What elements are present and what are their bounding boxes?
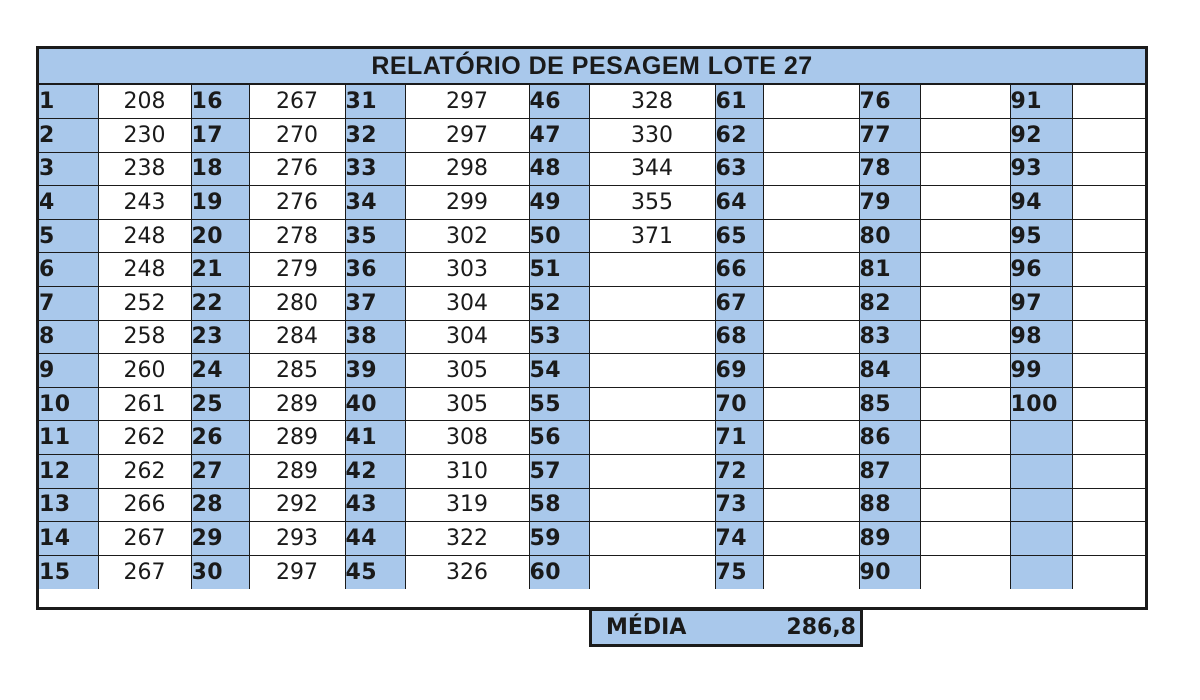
animal-number-cell: 12 — [39, 455, 98, 489]
table-row — [39, 219, 1145, 253]
weight-value-cell: 297 — [405, 119, 529, 153]
weight-value-cell: 260 — [98, 354, 191, 388]
animal-number-cell: 88 — [859, 488, 920, 522]
animal-number-cell: 68 — [715, 320, 763, 354]
weight-value-cell: 302 — [405, 219, 529, 253]
weight-value-cell: 267 — [249, 85, 345, 119]
animal-number-cell: 98 — [1010, 320, 1072, 354]
animal-number-cell: 97 — [1010, 287, 1072, 321]
weight-value-cell: 252 — [98, 287, 191, 321]
weight-value-cell: 344 — [589, 152, 715, 186]
animal-number-cell: 59 — [529, 522, 589, 556]
weight-value-cell — [1072, 219, 1145, 253]
table-row — [39, 488, 1145, 522]
weight-value-cell: 326 — [405, 555, 529, 589]
animal-number-cell: 64 — [715, 186, 763, 220]
animal-number-cell: 92 — [1010, 119, 1072, 153]
animal-number-cell: 14 — [39, 522, 98, 556]
animal-number-cell: 8 — [39, 320, 98, 354]
weight-value-cell — [1072, 522, 1145, 556]
animal-number-cell: 82 — [859, 287, 920, 321]
weight-value-cell — [1072, 320, 1145, 354]
weight-value-cell — [589, 455, 715, 489]
animal-number-cell: 9 — [39, 354, 98, 388]
animal-number-cell: 26 — [191, 421, 249, 455]
animal-number-cell: 18 — [191, 152, 249, 186]
weight-value-cell: 292 — [249, 488, 345, 522]
weight-value-cell — [920, 387, 1010, 421]
weight-value-cell: 330 — [589, 119, 715, 153]
weight-value-cell: 276 — [249, 186, 345, 220]
animal-number-cell: 57 — [529, 455, 589, 489]
weight-value-cell: 322 — [405, 522, 529, 556]
animal-number-cell: 89 — [859, 522, 920, 556]
animal-number-cell: 100 — [1010, 387, 1072, 421]
weight-value-cell — [1072, 488, 1145, 522]
weight-value-cell: 355 — [589, 186, 715, 220]
weight-value-cell — [763, 354, 859, 388]
animal-number-cell: 20 — [191, 219, 249, 253]
weight-value-cell: 304 — [405, 320, 529, 354]
weight-value-cell — [920, 186, 1010, 220]
animal-number-cell: 40 — [345, 387, 405, 421]
weight-value-cell: 266 — [98, 488, 191, 522]
weight-value-cell — [1072, 152, 1145, 186]
animal-number-cell: 62 — [715, 119, 763, 153]
animal-number-cell: 29 — [191, 522, 249, 556]
animal-number-cell: 4 — [39, 186, 98, 220]
animal-number-cell: 81 — [859, 253, 920, 287]
table-row — [39, 85, 1145, 119]
weight-value-cell — [920, 85, 1010, 119]
weight-value-cell: 328 — [589, 85, 715, 119]
weight-value-cell: 303 — [405, 253, 529, 287]
weight-value-cell — [920, 421, 1010, 455]
weight-value-cell — [1072, 555, 1145, 589]
weight-value-cell — [589, 253, 715, 287]
weight-value-cell — [1072, 354, 1145, 388]
table-row — [39, 287, 1145, 321]
average-label: MÉDIA — [606, 615, 687, 640]
weight-value-cell: 279 — [249, 253, 345, 287]
weight-value-cell — [920, 253, 1010, 287]
table-row — [39, 555, 1145, 589]
animal-number-cell: 35 — [345, 219, 405, 253]
table-row — [39, 387, 1145, 421]
animal-number-cell — [1010, 421, 1072, 455]
weight-value-cell: 276 — [249, 152, 345, 186]
table-row — [39, 522, 1145, 556]
weight-value-cell: 267 — [98, 522, 191, 556]
weight-value-cell: 243 — [98, 186, 191, 220]
animal-number-cell: 45 — [345, 555, 405, 589]
animal-number-cell: 55 — [529, 387, 589, 421]
weight-value-cell — [589, 354, 715, 388]
weight-value-cell: 278 — [249, 219, 345, 253]
animal-number-cell: 93 — [1010, 152, 1072, 186]
table-row — [39, 253, 1145, 287]
weight-value-cell — [920, 219, 1010, 253]
weight-value-cell: 208 — [98, 85, 191, 119]
weight-value-cell — [1072, 421, 1145, 455]
weight-value-cell — [920, 287, 1010, 321]
animal-number-cell: 31 — [345, 85, 405, 119]
animal-number-cell: 21 — [191, 253, 249, 287]
weight-value-cell — [763, 186, 859, 220]
weight-value-cell: 248 — [98, 219, 191, 253]
animal-number-cell: 61 — [715, 85, 763, 119]
animal-number-cell: 77 — [859, 119, 920, 153]
animal-number-cell: 72 — [715, 455, 763, 489]
weight-value-cell — [589, 320, 715, 354]
animal-number-cell: 5 — [39, 219, 98, 253]
weight-value-cell: 262 — [98, 421, 191, 455]
weight-value-cell — [920, 320, 1010, 354]
animal-number-cell: 87 — [859, 455, 920, 489]
animal-number-cell: 10 — [39, 387, 98, 421]
animal-number-cell: 65 — [715, 219, 763, 253]
animal-number-cell: 24 — [191, 354, 249, 388]
animal-number-cell: 80 — [859, 219, 920, 253]
weight-value-cell: 293 — [249, 522, 345, 556]
animal-number-cell: 37 — [345, 287, 405, 321]
weight-value-cell: 299 — [405, 186, 529, 220]
average-value: 286,8 — [786, 615, 856, 640]
animal-number-cell: 67 — [715, 287, 763, 321]
table-row — [39, 320, 1145, 354]
table-row — [39, 119, 1145, 153]
weight-value-cell: 289 — [249, 455, 345, 489]
animal-number-cell: 33 — [345, 152, 405, 186]
animal-number-cell: 85 — [859, 387, 920, 421]
animal-number-cell: 34 — [345, 186, 405, 220]
weights-table — [39, 85, 1145, 589]
weight-value-cell: 298 — [405, 152, 529, 186]
weight-value-cell — [763, 119, 859, 153]
weight-value-cell — [920, 522, 1010, 556]
weight-value-cell: 284 — [249, 320, 345, 354]
animal-number-cell: 84 — [859, 354, 920, 388]
weight-value-cell: 238 — [98, 152, 191, 186]
animal-number-cell: 16 — [191, 85, 249, 119]
weighing-report-sheet — [36, 46, 1148, 610]
weight-value-cell — [763, 287, 859, 321]
animal-number-cell: 39 — [345, 354, 405, 388]
animal-number-cell: 70 — [715, 387, 763, 421]
animal-number-cell: 76 — [859, 85, 920, 119]
weight-value-cell: 258 — [98, 320, 191, 354]
weight-value-cell: 267 — [98, 555, 191, 589]
animal-number-cell: 79 — [859, 186, 920, 220]
weight-value-cell: 270 — [249, 119, 345, 153]
weight-value-cell: 280 — [249, 287, 345, 321]
animal-number-cell: 73 — [715, 488, 763, 522]
weight-value-cell — [589, 488, 715, 522]
animal-number-cell: 6 — [39, 253, 98, 287]
table-row — [39, 421, 1145, 455]
weight-value-cell — [763, 455, 859, 489]
animal-number-cell: 41 — [345, 421, 405, 455]
animal-number-cell: 13 — [39, 488, 98, 522]
animal-number-cell: 52 — [529, 287, 589, 321]
animal-number-cell: 38 — [345, 320, 405, 354]
weight-value-cell — [763, 488, 859, 522]
table-row — [39, 152, 1145, 186]
animal-number-cell: 54 — [529, 354, 589, 388]
animal-number-cell: 27 — [191, 455, 249, 489]
animal-number-cell: 91 — [1010, 85, 1072, 119]
weight-value-cell — [589, 522, 715, 556]
animal-number-cell: 1 — [39, 85, 98, 119]
animal-number-cell: 56 — [529, 421, 589, 455]
animal-number-cell: 11 — [39, 421, 98, 455]
weight-value-cell: 371 — [589, 219, 715, 253]
animal-number-cell: 3 — [39, 152, 98, 186]
animal-number-cell: 99 — [1010, 354, 1072, 388]
animal-number-cell: 42 — [345, 455, 405, 489]
weight-value-cell — [920, 354, 1010, 388]
weight-value-cell: 262 — [98, 455, 191, 489]
weight-value-cell: 319 — [405, 488, 529, 522]
table-row — [39, 354, 1145, 388]
weight-value-cell — [763, 219, 859, 253]
weight-value-cell — [763, 85, 859, 119]
animal-number-cell: 43 — [345, 488, 405, 522]
animal-number-cell: 96 — [1010, 253, 1072, 287]
animal-number-cell: 23 — [191, 320, 249, 354]
weight-value-cell — [920, 119, 1010, 153]
animal-number-cell: 7 — [39, 287, 98, 321]
weight-value-cell: 310 — [405, 455, 529, 489]
animal-number-cell: 25 — [191, 387, 249, 421]
animal-number-cell: 49 — [529, 186, 589, 220]
animal-number-cell: 36 — [345, 253, 405, 287]
animal-number-cell: 28 — [191, 488, 249, 522]
animal-number-cell: 15 — [39, 555, 98, 589]
animal-number-cell: 30 — [191, 555, 249, 589]
animal-number-cell: 78 — [859, 152, 920, 186]
animal-number-cell: 47 — [529, 119, 589, 153]
animal-number-cell: 22 — [191, 287, 249, 321]
weight-value-cell — [1072, 85, 1145, 119]
weight-value-cell: 308 — [405, 421, 529, 455]
animal-number-cell: 63 — [715, 152, 763, 186]
animal-number-cell: 58 — [529, 488, 589, 522]
weight-value-cell — [763, 522, 859, 556]
animal-number-cell — [1010, 555, 1072, 589]
animal-number-cell: 60 — [529, 555, 589, 589]
table-row — [39, 186, 1145, 220]
weight-value-cell: 305 — [405, 387, 529, 421]
weight-value-cell — [1072, 387, 1145, 421]
animal-number-cell: 32 — [345, 119, 405, 153]
weight-value-cell — [1072, 119, 1145, 153]
weight-value-cell — [589, 287, 715, 321]
weight-value-cell: 289 — [249, 387, 345, 421]
weight-value-cell: 230 — [98, 119, 191, 153]
animal-number-cell: 86 — [859, 421, 920, 455]
weight-value-cell: 305 — [405, 354, 529, 388]
weight-value-cell: 261 — [98, 387, 191, 421]
animal-number-cell: 17 — [191, 119, 249, 153]
weight-value-cell — [589, 555, 715, 589]
weight-value-cell — [763, 387, 859, 421]
animal-number-cell: 51 — [529, 253, 589, 287]
weight-value-cell — [589, 387, 715, 421]
animal-number-cell: 48 — [529, 152, 589, 186]
animal-number-cell — [1010, 455, 1072, 489]
weight-value-cell: 285 — [249, 354, 345, 388]
animal-number-cell: 75 — [715, 555, 763, 589]
animal-number-cell: 94 — [1010, 186, 1072, 220]
animal-number-cell: 46 — [529, 85, 589, 119]
weight-value-cell — [920, 555, 1010, 589]
animal-number-cell: 74 — [715, 522, 763, 556]
weight-value-cell — [763, 320, 859, 354]
weight-value-cell — [1072, 455, 1145, 489]
weight-value-cell — [763, 555, 859, 589]
weight-value-cell — [1072, 287, 1145, 321]
animal-number-cell: 95 — [1010, 219, 1072, 253]
weight-value-cell: 248 — [98, 253, 191, 287]
weight-value-cell — [589, 421, 715, 455]
animal-number-cell — [1010, 488, 1072, 522]
table-row — [39, 455, 1145, 489]
weight-value-cell — [1072, 253, 1145, 287]
weight-value-cell: 297 — [405, 85, 529, 119]
average-summary — [589, 608, 863, 647]
weight-value-cell — [920, 152, 1010, 186]
report-title: RELATÓRIO DE PESAGEM LOTE 27 — [39, 49, 1145, 85]
animal-number-cell: 44 — [345, 522, 405, 556]
weight-value-cell — [763, 253, 859, 287]
weight-value-cell: 304 — [405, 287, 529, 321]
animal-number-cell: 71 — [715, 421, 763, 455]
animal-number-cell: 19 — [191, 186, 249, 220]
animal-number-cell: 66 — [715, 253, 763, 287]
animal-number-cell: 50 — [529, 219, 589, 253]
animal-number-cell: 90 — [859, 555, 920, 589]
animal-number-cell: 83 — [859, 320, 920, 354]
weight-value-cell — [920, 488, 1010, 522]
animal-number-cell: 69 — [715, 354, 763, 388]
animal-number-cell: 2 — [39, 119, 98, 153]
animal-number-cell: 53 — [529, 320, 589, 354]
weight-value-cell: 289 — [249, 421, 345, 455]
weight-value-cell — [1072, 186, 1145, 220]
weight-value-cell: 297 — [249, 555, 345, 589]
weight-value-cell — [920, 455, 1010, 489]
weight-value-cell — [763, 421, 859, 455]
animal-number-cell — [1010, 522, 1072, 556]
weight-value-cell — [763, 152, 859, 186]
